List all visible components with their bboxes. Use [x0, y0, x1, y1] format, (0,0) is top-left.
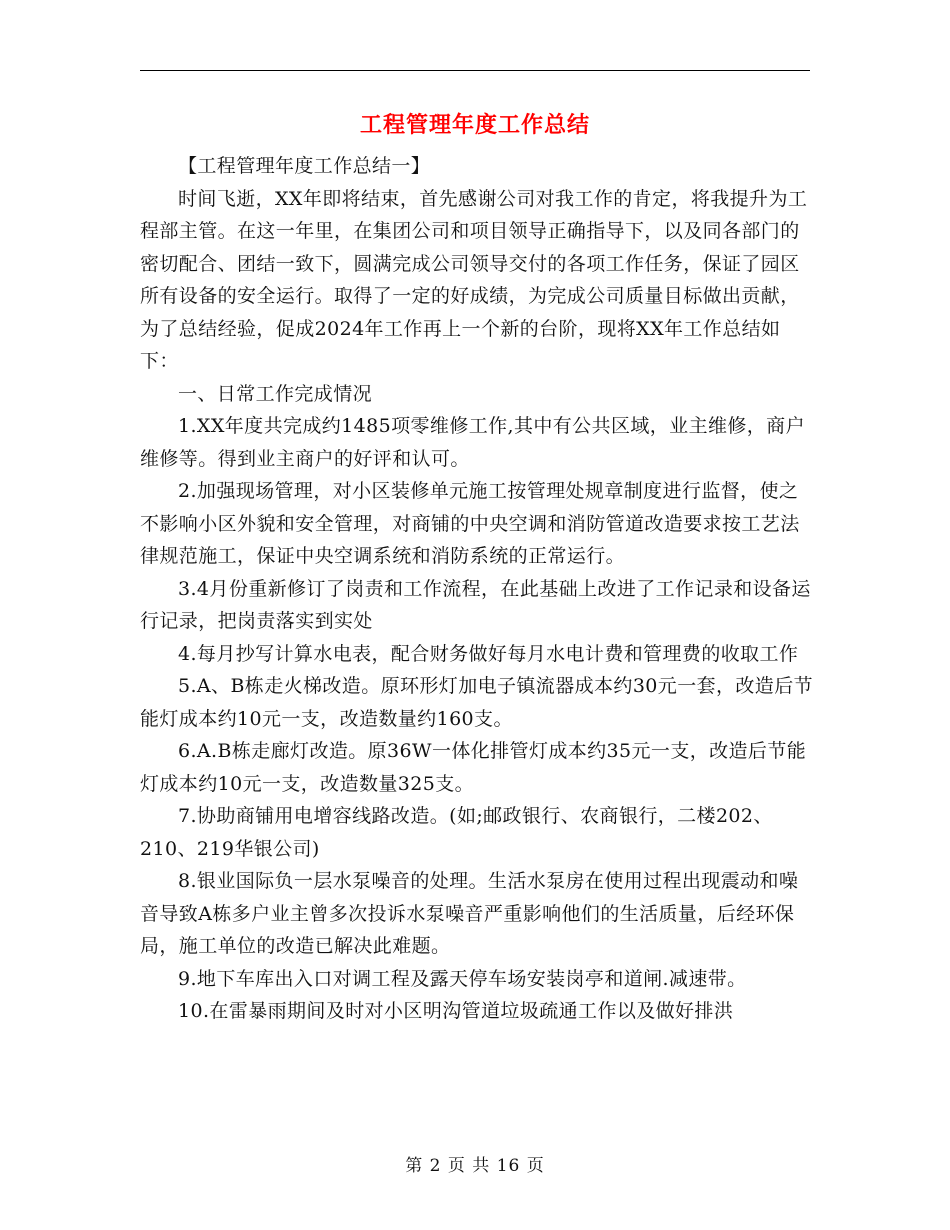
list-item-5: 5.A、B栋走火梯改造。原环形灯加电子镇流器成本约30元一套，改造后节能灯成本约10元一支，改造数量约160支。	[140, 675, 813, 730]
list-item-2: 2.加强现场管理，对小区装修单元施工按管理处规章制度进行监督，使之不影响小区外貌和安全管理，对商铺的中央空调和消防管道改造要求按工艺法律规范施工，保证中央空调系统和消防系统的正常运行。	[140, 480, 800, 567]
paragraph-intro: 时间飞逝，XX年即将结束，首先感谢公司对我工作的肯定，将我提升为工程部主管。在这一年里，在集团公司和项目领导正确指导下，以及同各部门的密切配合、团结一致下，圆满完成公司领导交付的各项工作任务，保证了园区所有设备的安全运行。取得了一定的好成绩，为完成公司质量目标做出贡献，为了总结经验，促成2024年工作再上一个新的台阶，现将XX年工作总结如下：	[140, 187, 808, 372]
list-item-8: 8.银业国际负一层水泵噪音的处理。生活水泵房在使用过程出现震动和噪音导致A栋多户业主曾多次投诉水泵噪音严重影响他们的生活质量，后经环保局，施工单位的改造已解决此难题。	[140, 870, 799, 957]
section-heading: 【工程管理年度工作总结一】	[178, 155, 431, 177]
document-body	[140, 150, 815, 1028]
list-item-7: 7.协助商铺用电增容线路改造。(如;邮政银行、农商银行，二楼202、210、219华银公司)	[140, 805, 773, 860]
list-item-10: 10.在雷暴雨期间及时对小区明沟管道垃圾疏通工作以及做好排洪	[178, 1000, 734, 1022]
header-rule	[140, 70, 810, 71]
document-title: 工程管理年度工作总结	[359, 112, 590, 138]
list-item-1: 1.XX年度共完成约1485项零维修工作,其中有公共区域，业主维修，商户维修等。得到业主商户的好评和认可。	[140, 415, 805, 470]
list-item-3: 3.4月份重新修订了岗责和工作流程，在此基础上改进了工作记录和设备运行记录，把岗责落实到实处	[140, 577, 811, 632]
page-footer: 第 2 页 共 16 页	[405, 1156, 545, 1176]
list-item-6: 6.A.B栋走廊灯改造。原36W一体化排管灯成本约35元一支，改造后节能灯成本约10元一支，改造数量325支。	[140, 740, 807, 795]
list-item-9: 9.地下车库出入口对调工程及露天停车场安装岗亭和道闸.减速带。	[178, 967, 747, 990]
subsection-heading: 一、日常工作完成情况	[178, 382, 373, 405]
list-item-4: 4.每月抄写计算水电表，配合财务做好每月水电计费和管理费的收取工作	[178, 642, 799, 665]
